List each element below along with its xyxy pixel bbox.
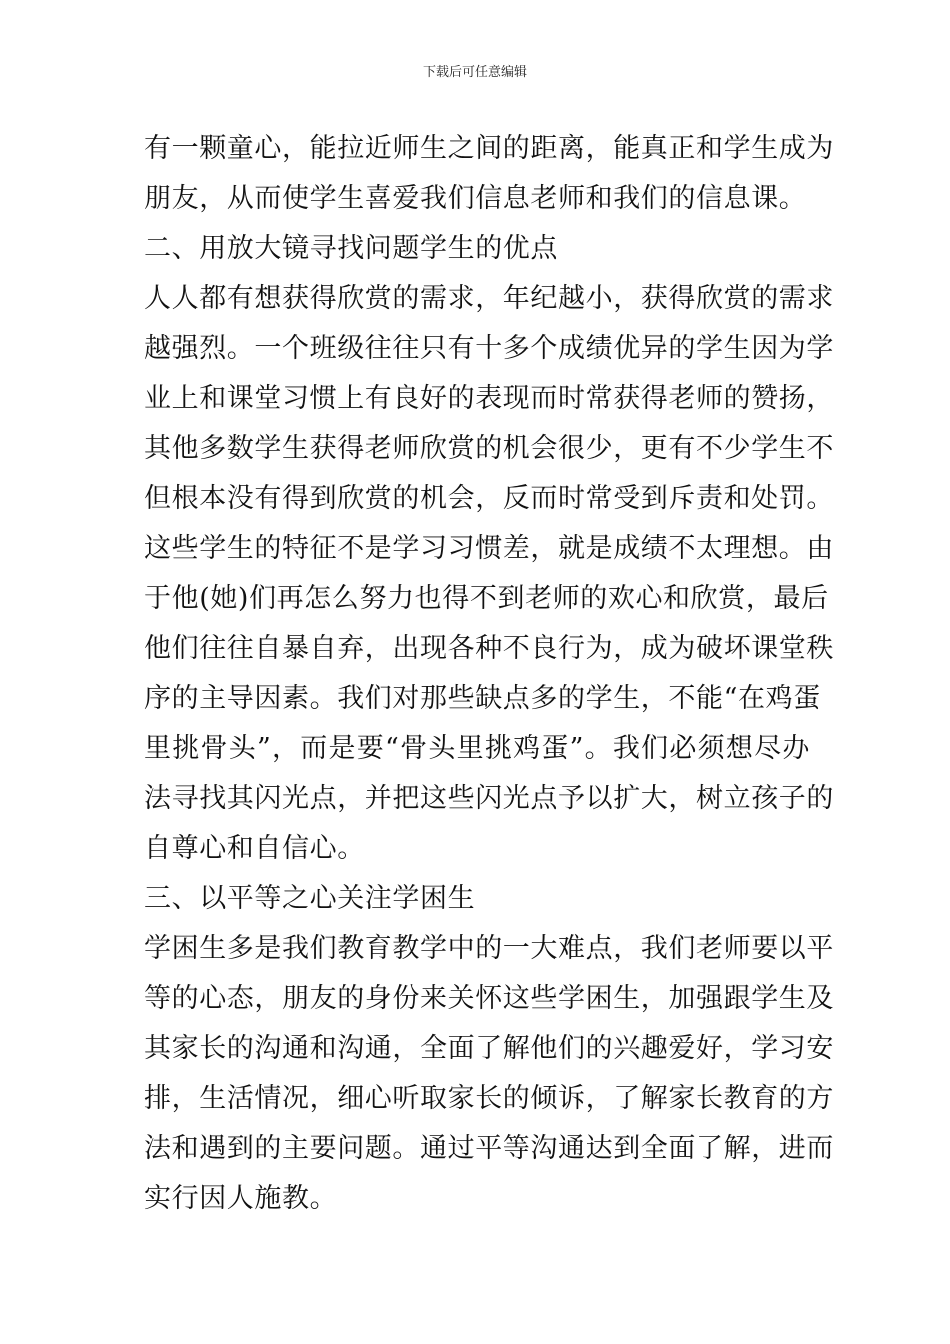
text-line: 等的心态，朋友的身份来关怀这些学困生，加强跟学生及 [144,983,834,1014]
text-line: 法和遇到的主要问题。通过平等沟通达到全面了解，进而 [144,1133,834,1164]
section-heading: 三、以平等之心关注学困生 [144,883,476,914]
text-line: 其家长的沟通和沟通，全面了解他们的兴趣爱好，学习安 [144,1033,834,1064]
text-line: 法寻找其闪光点，并把这些闪光点予以扩大，树立孩子的 [144,783,834,814]
text-line: 于他(她)们再怎么努力也得不到老师的欢心和欣赏，最后 [144,583,829,614]
document-body [144,124,834,1224]
text-line: 他们往往自暴自弃，出现各种不良行为，成为破坏课堂秩 [144,633,834,664]
text-line: 这些学生的特征不是学习习惯差，就是成绩不太理想。由 [144,533,834,564]
text-line: 越强烈。一个班级往往只有十多个成绩优异的学生因为学 [144,333,834,364]
text-line: 学困生多是我们教育教学中的一大难点，我们老师要以平 [144,933,834,964]
page-header: 下载后可任意编辑 [422,65,527,80]
text-line: 人人都有想获得欣赏的需求，年纪越小，获得欣赏的需求 [144,283,834,314]
text-line: 其他多数学生获得老师欣赏的机会很少，更有不少学生不 [144,433,834,464]
text-line: 朋友，从而使学生喜爱我们信息老师和我们的信息课。 [144,183,807,214]
text-line: 排，生活情况，细心听取家长的倾诉，了解家长教育的方 [144,1083,834,1114]
text-line: 有一颗童心，能拉近师生之间的距离，能真正和学生成为 [144,133,834,164]
text-line: 自尊心和自信心。 [144,833,365,864]
text-line: 里挑骨头”，而是要“骨头里挑鸡蛋”。我们必须想尽办 [144,733,810,764]
section-heading: 二、用放大镜寻找问题学生的优点 [144,233,558,264]
text-line: 但根本没有得到欣赏的机会，反而时常受到斥责和处罚。 [144,483,834,514]
text-line: 序的主导因素。我们对那些缺点多的学生，不能“在鸡蛋 [144,683,821,714]
text-line: 业上和课堂习惯上有良好的表现而时常获得老师的赞扬， [144,383,834,414]
text-line: 实行因人施教。 [144,1183,338,1214]
